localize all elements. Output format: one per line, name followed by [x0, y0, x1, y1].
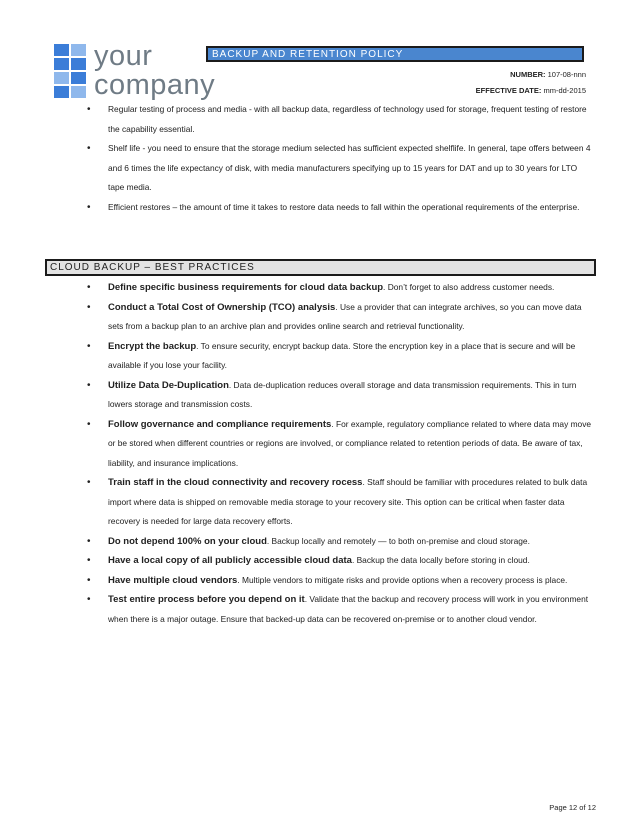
list-item-text: Regular testing of process and media - with all backup data, regardless of technology used for storage, frequent testing of restore the capability essential. — [108, 104, 587, 134]
bullet-icon: • — [87, 574, 91, 586]
bullet-icon: • — [87, 201, 91, 213]
list-item-text: . Backup the data locally before storing in cloud. — [351, 555, 530, 565]
effective-label: EFFECTIVE DATE — [475, 86, 539, 95]
list-item-text: . For example, regulatory compliance related to where data may move or be stored when different countries or regions are involved, or compliance related to retention periods of data. Be aware of tax, liability, and insurance implications. — [108, 418, 592, 468]
logo-line-2: company — [94, 69, 216, 101]
effective-date: EFFECTIVE DATE: mm-dd-2015 — [475, 86, 586, 95]
company-logo — [54, 40, 216, 102]
list-item-text: . To ensure security, encrypt backup data. Store the encryption key in a place that is secure and will be available if you lose your facility. — [108, 340, 576, 370]
list-item-heading: Have multiple cloud vendors — [108, 574, 238, 586]
list-item — [87, 551, 595, 571]
number-label: NUMBER — [510, 70, 544, 79]
section-heading: CLOUD BACKUP – BEST PRACTICES — [45, 259, 596, 276]
list-item-heading: Utilize Data De-Duplication — [108, 379, 229, 391]
list-item — [87, 590, 595, 629]
list-item — [87, 198, 595, 218]
bullet-icon: • — [87, 477, 91, 488]
bullet-icon: • — [87, 379, 91, 391]
logo-line-1: your — [94, 40, 153, 72]
list-item-text: . Data de-duplication reduces overall storage and data transmission requirements. This in turn lowers storage and transmission costs. — [108, 379, 577, 409]
list-item-text: Efficient restores – the amount of time it takes to restore data needs to fall within the operational requirements of the enterprise. — [108, 201, 580, 212]
page-number: Page 12 of 12 — [549, 803, 596, 812]
list-item — [87, 571, 595, 591]
intro-bullet-list — [87, 100, 595, 217]
list-item-heading: Train staff in the cloud connectivity and recovery rocess — [108, 477, 363, 488]
list-item-text: . Multiple vendors to mitigate risks and provide options when a recovery process is place. — [237, 574, 568, 585]
bullet-icon: • — [87, 104, 91, 115]
bullet-icon: • — [87, 143, 91, 154]
policy-number: NUMBER: 107-08-nnn — [510, 70, 586, 79]
list-item-heading: Define specific business requirements for cloud data backup — [108, 282, 384, 293]
list-item-heading: Conduct a Total Cost of Ownership (TCO) analysis — [108, 301, 336, 313]
logo-text — [94, 42, 215, 100]
bullet-icon: • — [87, 340, 91, 352]
list-item-heading: Do not depend 100% on your cloud — [108, 535, 267, 547]
bullet-icon: • — [87, 594, 91, 605]
list-item-heading: Follow governance and compliance requirements — [108, 418, 332, 430]
list-item-text: Shelf life - you need to ensure that the storage medium selected has sufficient expected shelflife. In general, tape offers between 4 and 6 times the life expectancy of disk, with media manufacturers specifying up to 15 years for DAT and up to 30 years for LTO tape media. — [108, 143, 591, 192]
bullet-icon: • — [87, 555, 91, 566]
list-item — [87, 532, 595, 552]
list-item — [87, 337, 595, 376]
policy-title-bar: BACKUP AND RETENTION POLICY — [206, 46, 584, 62]
list-item-text: . Use a provider that can integrate archives, so you can move data sets from a backup plan to an archive plan and provides online search and retrieval functionality. — [108, 301, 582, 331]
list-item — [87, 298, 595, 337]
bullet-icon: • — [87, 301, 91, 313]
bullet-icon: • — [87, 535, 91, 547]
list-item — [87, 278, 595, 298]
list-item-heading: Encrypt the backup — [108, 340, 197, 352]
list-item-heading: Have a local copy of all publicly accessible cloud data — [108, 555, 352, 566]
list-item-text: . Don’t forget to also address customer needs. — [383, 282, 555, 292]
list-item-text: . Backup locally and remotely — to both on-premise and cloud storage. — [266, 535, 530, 546]
list-item-text: . Validate that the backup and recovery process will work in you environment when there is a major outage. Ensure that backed-up data can be recovered on-premise or to another cloud vendor. — [108, 594, 589, 624]
bullet-icon: • — [87, 418, 91, 430]
number-value: 107-08-nnn — [547, 70, 586, 79]
list-item-text: . Staff should be familiar with procedures related to bulk data import where data is shipped on removable media storage to your recovery site. This option can be critical when faster data recovery is needed for large data recovery efforts. — [108, 477, 588, 526]
list-item — [87, 100, 595, 139]
list-item — [87, 139, 595, 198]
cloud-bullet-list — [87, 278, 595, 629]
list-item — [87, 376, 595, 415]
logo-squares-icon — [54, 44, 90, 100]
list-item — [87, 473, 595, 532]
effective-value: mm-dd-2015 — [543, 86, 586, 95]
bullet-icon: • — [87, 282, 91, 293]
list-item-heading: Test entire process before you depend on it — [108, 594, 305, 605]
list-item — [87, 415, 595, 474]
